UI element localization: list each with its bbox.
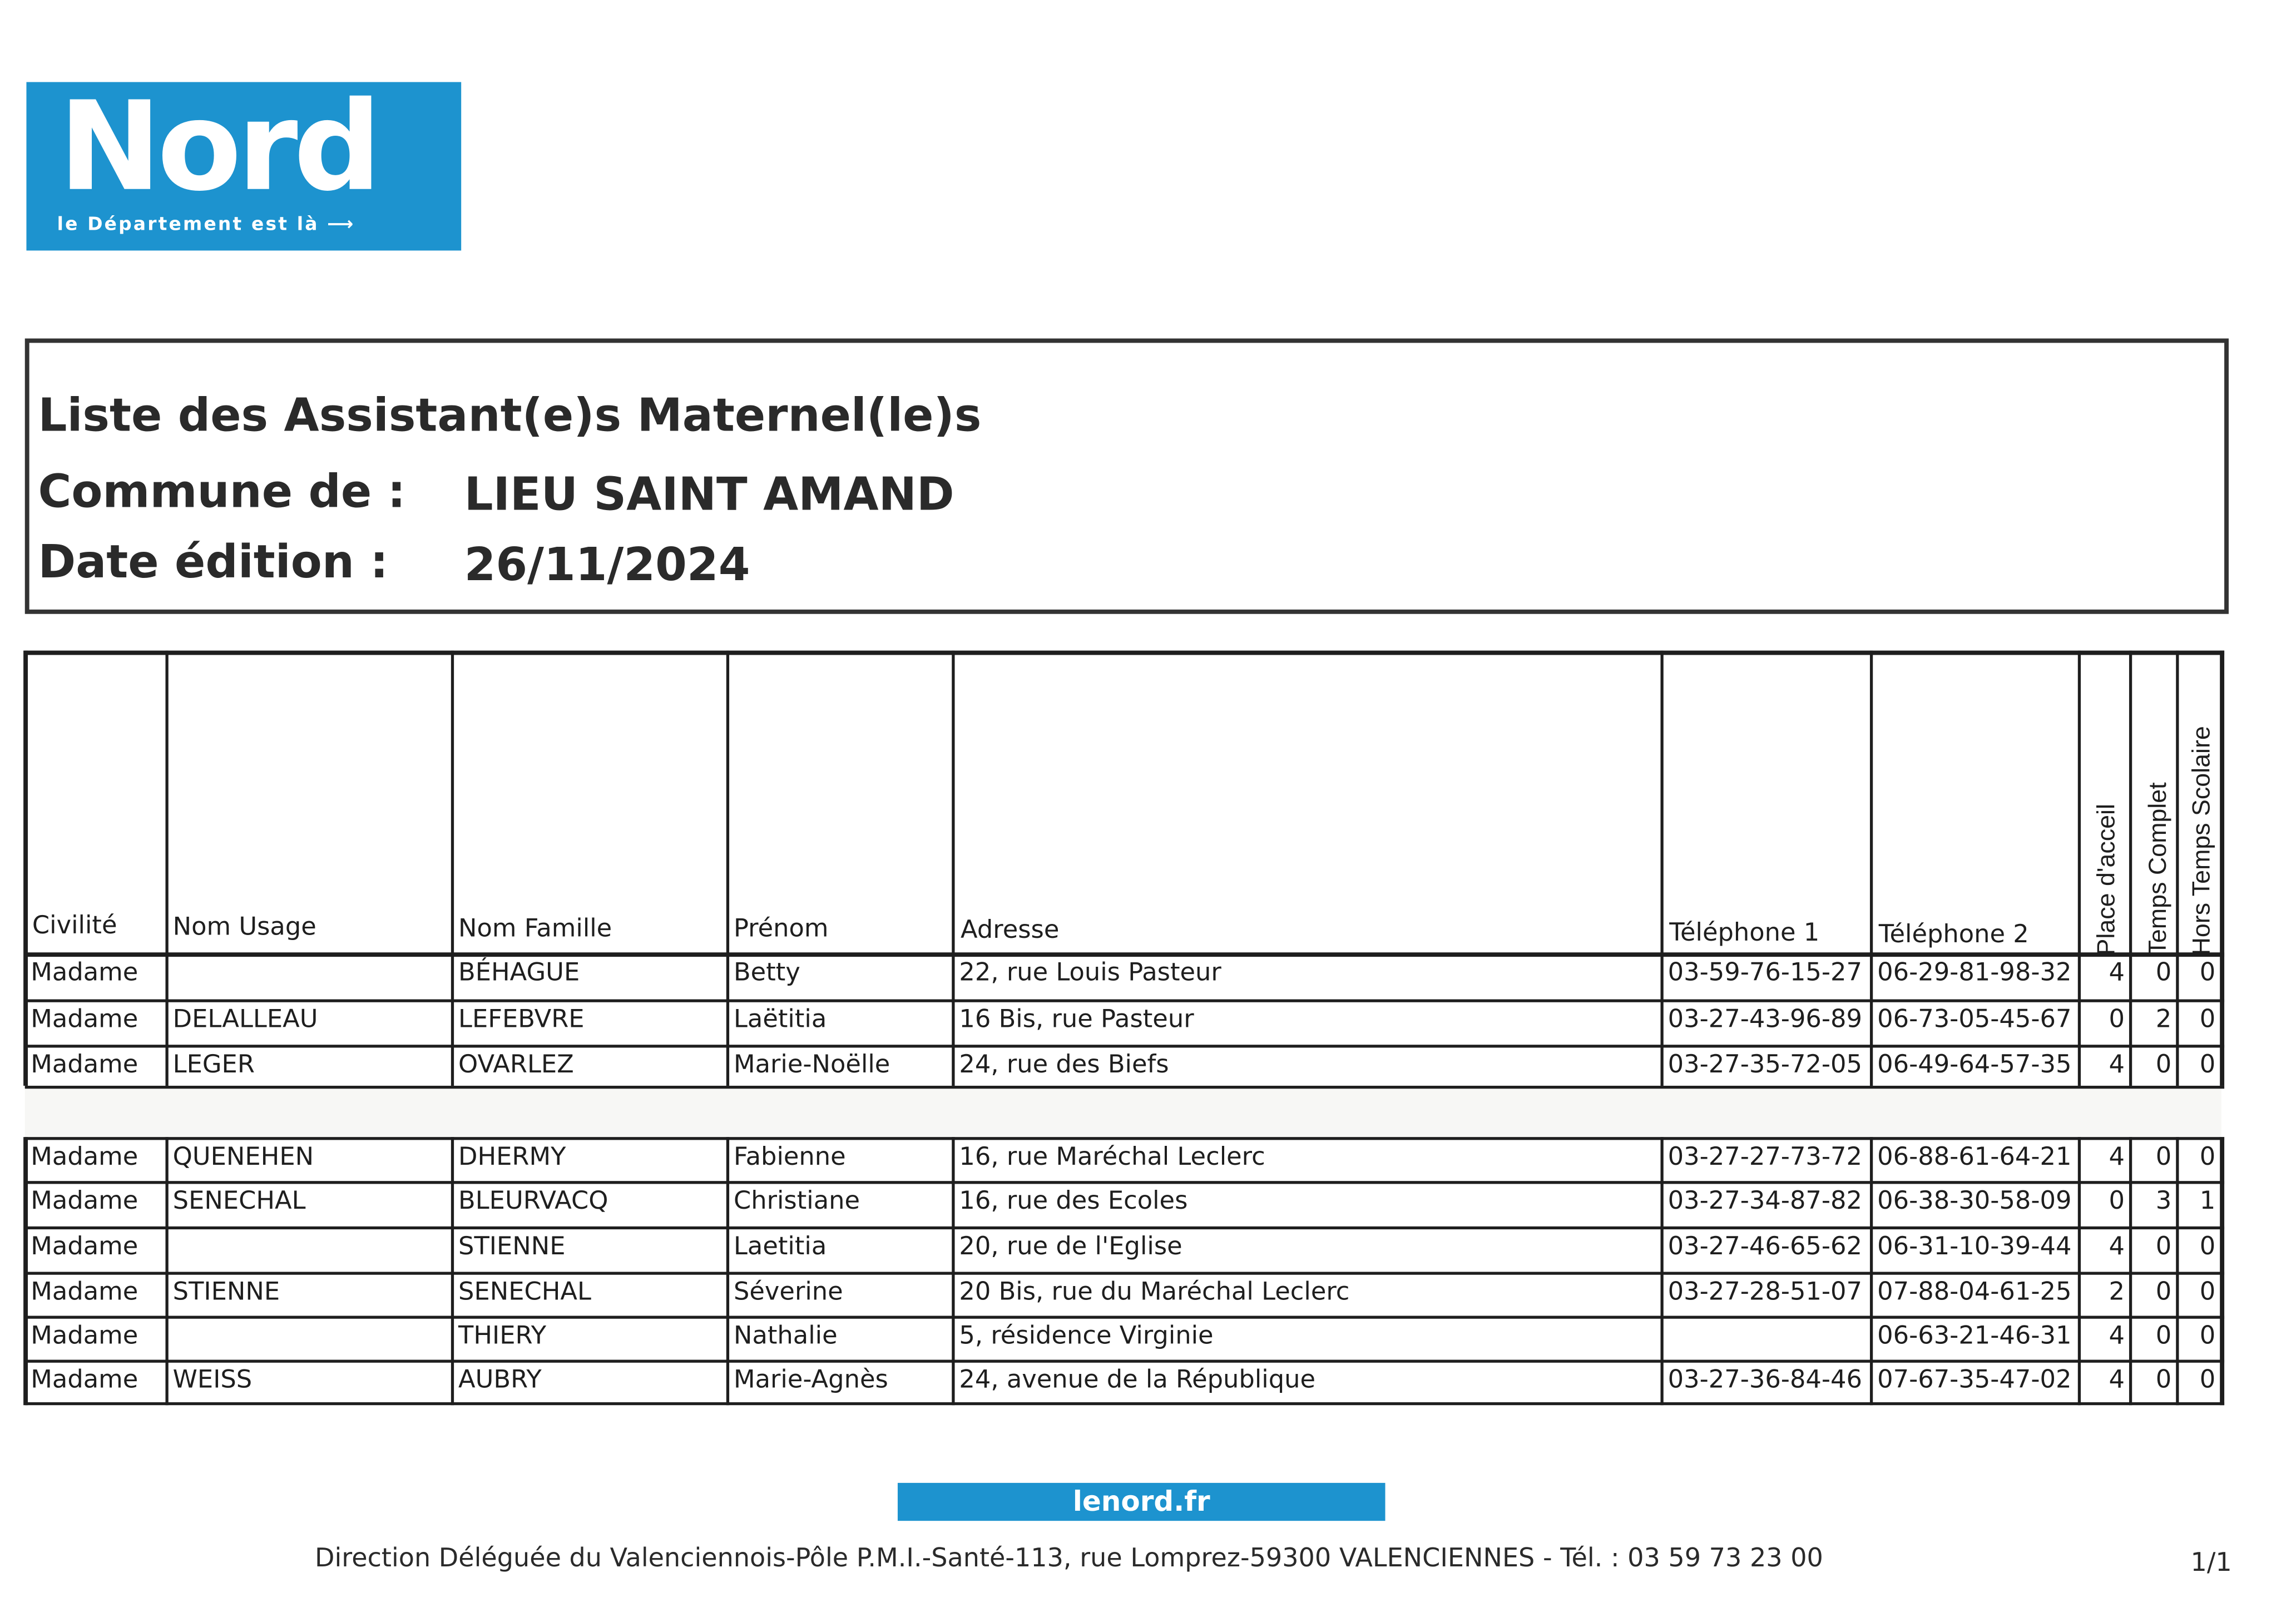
commune-value: LIEU SAINT AMAND — [464, 468, 954, 522]
table-cell: 4 — [2109, 1232, 2125, 1262]
table-cell: Séverine — [733, 1278, 843, 1307]
row-separator — [25, 1181, 2224, 1184]
column-header-nom-famille: Nom Famille — [458, 914, 612, 944]
header-bottom-border — [25, 952, 2224, 957]
table-cell: 5, résidence Virginie — [959, 1322, 1214, 1351]
table-cell: Nathalie — [733, 1322, 838, 1351]
table-cell: 03-27-34-87-82 — [1667, 1186, 1863, 1216]
table-cell: Madame — [31, 1366, 138, 1395]
table-cell: LEGER — [172, 1050, 255, 1080]
table-cell: 22, rue Louis Pasteur — [959, 958, 1221, 988]
column-header-prenom: Prénom — [733, 914, 829, 944]
table-cell: WEISS — [172, 1366, 253, 1395]
table-cell: Madame — [31, 1143, 138, 1173]
table-cell: STIENNE — [458, 1232, 566, 1262]
logo-tagline: le Département est là ⟶ — [57, 212, 355, 235]
table-cell: 0 — [2155, 1232, 2172, 1262]
table-cell: 0 — [2155, 1278, 2172, 1307]
row-separator — [25, 1000, 2224, 1002]
table-cell: BLEURVACQ — [458, 1186, 608, 1216]
column-divider — [952, 1137, 954, 1405]
table-cell: Betty — [733, 958, 800, 988]
table-cell: Madame — [31, 958, 138, 988]
column-divider — [2176, 1137, 2179, 1405]
table-cell: 06-31-10-39-44 — [1877, 1232, 2072, 1262]
column-divider — [2220, 651, 2224, 1086]
table-cell: 06-63-21-46-31 — [1877, 1322, 2072, 1351]
table-cell: 4 — [2109, 1322, 2125, 1351]
column-divider — [726, 1137, 729, 1405]
column-divider — [23, 651, 28, 1086]
table-cell: 20, rue de l'Eglise — [959, 1232, 1182, 1262]
table-cell: 24, avenue de la République — [959, 1366, 1316, 1395]
column-divider — [451, 651, 454, 1086]
row-separator — [25, 1045, 2224, 1047]
column-divider — [2078, 651, 2081, 1086]
column-header-civilite: Civilité — [32, 911, 117, 941]
page-number: 1/1 — [2190, 1549, 2232, 1579]
column-header-hors-temps-scolaire: Hors Temps Scolaire — [2188, 726, 2216, 956]
table-cell: 03-27-46-65-62 — [1667, 1232, 1863, 1262]
title-box — [25, 339, 2229, 614]
column-divider — [726, 651, 729, 1086]
table-cell: 20 Bis, rue du Maréchal Leclerc — [959, 1278, 1350, 1307]
commune-label: Commune de : — [38, 466, 406, 519]
document-title: Liste des Assistant(e)s Maternel(le)s — [38, 389, 982, 443]
table-cell: 4 — [2109, 958, 2125, 988]
table-cell: 0 — [2155, 958, 2172, 988]
table-cell: 0 — [2109, 1186, 2125, 1216]
column-divider — [2129, 651, 2132, 1086]
table-cell: Laëtitia — [733, 1005, 827, 1035]
table-cell: 4 — [2109, 1050, 2125, 1080]
column-header-place-accueil: Place d'acceil — [2092, 804, 2121, 956]
column-header-telephone-1: Téléphone 1 — [1669, 918, 1820, 948]
column-divider — [2220, 1137, 2224, 1405]
table-cell: 16 Bis, rue Pasteur — [959, 1005, 1194, 1035]
row-separator — [25, 1227, 2224, 1229]
table-cell: 0 — [2155, 1050, 2172, 1080]
table-cell: THIERY — [458, 1322, 547, 1351]
column-divider — [1660, 1137, 1663, 1405]
table-cell: 06-88-61-64-21 — [1877, 1143, 2072, 1173]
row-separator — [25, 1360, 2224, 1363]
row-separator — [25, 1316, 2224, 1319]
row-separator — [25, 1137, 2224, 1140]
table-cell: 03-27-36-84-46 — [1667, 1366, 1863, 1395]
table-cell: 16, rue des Ecoles — [959, 1186, 1188, 1216]
table-cell: 0 — [2199, 1050, 2216, 1080]
table-cell: 16, rue Maréchal Leclerc — [959, 1143, 1265, 1173]
table-cell: Madame — [31, 1005, 138, 1035]
column-header-temps-complet: Temps Complet — [2144, 782, 2172, 956]
table-cell: 0 — [2199, 1143, 2216, 1173]
date-label: Date édition : — [38, 536, 389, 589]
table-cell: 0 — [2155, 1143, 2172, 1173]
table-cell: 03-27-43-96-89 — [1667, 1005, 1863, 1035]
row-separator — [25, 1086, 2224, 1089]
row-separator — [25, 1402, 2224, 1405]
scan-gap-band — [25, 1086, 2221, 1137]
table-cell: LEFEBVRE — [458, 1005, 585, 1035]
column-divider — [2078, 1137, 2081, 1405]
table-cell: QUENEHEN — [172, 1143, 314, 1173]
table-cell: 4 — [2109, 1366, 2125, 1395]
table-cell: 0 — [2199, 1232, 2216, 1262]
table-cell: AUBRY — [458, 1366, 542, 1395]
table-cell: 03-27-28-51-07 — [1667, 1278, 1863, 1307]
table-cell: SENECHAL — [458, 1278, 591, 1307]
logo-wordmark: Nord — [58, 75, 378, 219]
table-cell: Madame — [31, 1186, 138, 1216]
table-cell: Marie-Agnès — [733, 1366, 888, 1395]
column-divider — [2176, 651, 2179, 1086]
table-cell: 4 — [2109, 1143, 2125, 1173]
table-cell: SENECHAL — [172, 1186, 306, 1216]
nord-logo — [26, 75, 461, 251]
column-header-nom-usage: Nom Usage — [172, 913, 316, 942]
table-cell: 0 — [2199, 1322, 2216, 1351]
column-header-adresse: Adresse — [961, 916, 1060, 946]
date-value: 26/11/2024 — [464, 539, 750, 592]
column-divider — [165, 651, 168, 1086]
table-cell: 0 — [2199, 958, 2216, 988]
table-cell: 0 — [2155, 1366, 2172, 1395]
table-cell: 03-59-76-15-27 — [1667, 958, 1863, 988]
table-cell: OVARLEZ — [458, 1050, 574, 1080]
table-cell: 03-27-35-72-05 — [1667, 1050, 1863, 1080]
table-cell: 0 — [2109, 1005, 2125, 1035]
column-divider — [1870, 651, 1873, 1086]
table-cell: Christiane — [733, 1186, 860, 1216]
table-cell: 06-49-64-57-35 — [1877, 1050, 2072, 1080]
column-divider — [1870, 1137, 1873, 1405]
table-cell: Madame — [31, 1278, 138, 1307]
table-cell: 3 — [2155, 1186, 2172, 1216]
table-cell: Marie-Noëlle — [733, 1050, 890, 1080]
table-cell: 2 — [2109, 1278, 2125, 1307]
table-cell: 0 — [2199, 1278, 2216, 1307]
table-cell: DELALLEAU — [172, 1005, 318, 1035]
column-divider — [23, 1137, 28, 1405]
column-divider — [2129, 1137, 2132, 1405]
table-cell: BÉHAGUE — [458, 958, 580, 988]
table-cell: 06-38-30-58-09 — [1877, 1186, 2072, 1216]
column-header-telephone-2: Téléphone 2 — [1878, 920, 2029, 950]
table-cell: 0 — [2199, 1366, 2216, 1395]
table-cell: 24, rue des Biefs — [959, 1050, 1169, 1080]
footer-address: Direction Déléguée du Valenciennois-Pôle P.M.I.-Santé-113, rue Lomprez-59300 VALENCIENNES - Tél. : 03 59 73 23 00 — [315, 1544, 1823, 1574]
row-separator — [25, 1272, 2224, 1274]
table-cell: Madame — [31, 1050, 138, 1080]
table-cell: 07-67-35-47-02 — [1877, 1366, 2072, 1395]
table-top-border — [25, 651, 2224, 655]
footer-site-link[interactable]: lenord.fr — [1072, 1486, 1210, 1519]
table-cell: Laetitia — [733, 1232, 827, 1262]
column-divider — [1660, 651, 1663, 1086]
table-cell: 03-27-27-73-72 — [1667, 1143, 1863, 1173]
table-cell: 06-29-81-98-32 — [1877, 958, 2072, 988]
table-cell: 1 — [2199, 1186, 2216, 1216]
table-cell: STIENNE — [172, 1278, 280, 1307]
table-cell: 0 — [2199, 1005, 2216, 1035]
table-cell: 07-88-04-61-25 — [1877, 1278, 2072, 1307]
column-divider — [952, 651, 954, 1086]
table-cell: Madame — [31, 1322, 138, 1351]
column-divider — [451, 1137, 454, 1405]
table-cell: 2 — [2155, 1005, 2172, 1035]
table-cell: Fabienne — [733, 1143, 846, 1173]
table-cell: 0 — [2155, 1322, 2172, 1351]
table-cell: Madame — [31, 1232, 138, 1262]
column-divider — [165, 1137, 168, 1405]
table-cell: 06-73-05-45-67 — [1877, 1005, 2072, 1035]
table-cell: DHERMY — [458, 1143, 566, 1173]
